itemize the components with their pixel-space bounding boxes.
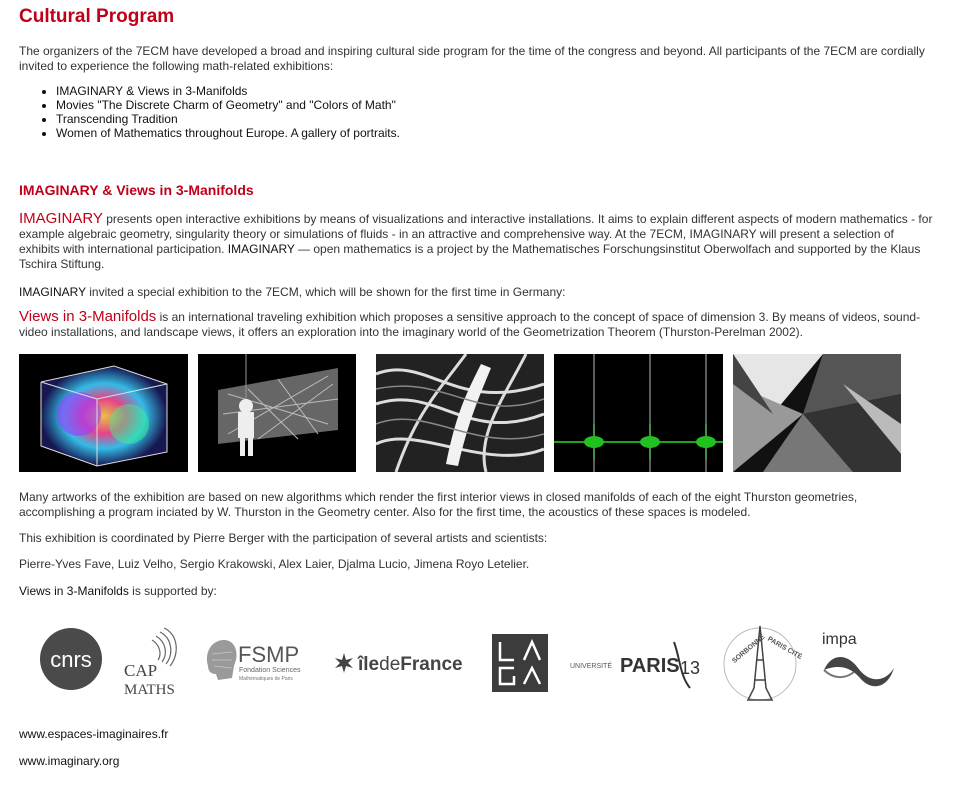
views-paragraph: [19, 309, 934, 340]
artwork-image-cube[interactable]: [19, 354, 188, 472]
paris13-university-text: UNIVERSITÉ: [570, 663, 613, 670]
fsmp-logo-text: FSMP: [238, 642, 300, 667]
list-item-text: and: [282, 98, 310, 112]
ile-de-france-logo[interactable]: [332, 618, 476, 708]
paragraph-text: invited a special exhibition to the 7ECM, which will be shown for the first time in Germany:: [85, 285, 566, 299]
paris13-logo[interactable]: [568, 618, 704, 708]
list-item: [56, 84, 400, 98]
section-title: IMAGINARY & Views in 3-Manifolds: [19, 182, 254, 198]
svg-text:îledeFrance: [357, 654, 463, 675]
invite-paragraph: [19, 285, 934, 300]
list-item-text: IMAGINARY & Views in 3-Manifolds: [56, 84, 248, 98]
idf-text-de: de: [379, 654, 401, 675]
supported-paragraph: [19, 584, 934, 599]
spc-paris-cite-text: PARIS CITÉ: [766, 635, 802, 662]
laga-logo[interactable]: [490, 618, 550, 708]
fsmp-logo[interactable]: [202, 618, 314, 708]
artwork-image-shards[interactable]: [733, 354, 901, 472]
imaginary-name: IMAGINARY: [227, 242, 295, 256]
idf-text-france: France: [400, 654, 463, 675]
espaces-imaginaires-link[interactable]: www.espaces-imaginaires.fr: [19, 727, 169, 741]
imaginary-link[interactable]: IMAGINARY: [19, 210, 103, 227]
paragraph-text: is an international traveling exhibition which proposes a sensitive approach to the concept of space of dimension 3. By means of videos, sound-video installations, and landscape views, it offers an exploration into the imaginary world of the Geometrization Theorem (Thurston-Perelman 2002).: [19, 310, 921, 339]
cap-maths-logo[interactable]: [120, 618, 186, 708]
impa-logo[interactable]: [818, 618, 900, 708]
list-item: [56, 112, 400, 126]
list-item-text: Movies: [56, 98, 98, 112]
page-title: Cultural Program: [19, 6, 175, 27]
paris13-number-text: 13: [680, 658, 701, 678]
intro-paragraph: The organizers of the 7ECM have developed a broad and inspiring cultural side program for the time of the congress and beyond. All participants of the 7ECM are cordially invited to experience the following math-related exhibitions:: [19, 44, 925, 73]
fsmp-logo-subtitle-2: Mathématiques de Paris: [239, 676, 293, 682]
cap-maths-text-1: CAP: [124, 661, 158, 680]
sorbonne-paris-cite-logo[interactable]: [718, 618, 802, 708]
imaginary-paragraph: [19, 211, 934, 272]
coordination-paragraph: This exhibition is coordinated by Pierre Berger with the participation of several artists and scientists:: [19, 531, 548, 545]
views-name: Views in 3-Manifolds: [19, 584, 129, 598]
cnrs-logo[interactable]: [36, 618, 106, 708]
list-item: [56, 98, 400, 112]
artwork-image-spectrum[interactable]: [554, 354, 723, 472]
exhibition-list: [19, 84, 400, 140]
paragraph-text: presents open interactive exhibitions by means of visualizations and interactive installations. It aims to explain different aspects of modern mathematics - for example algebraic geometry, singularity theory or simulations of fluids - in an attractive and comprehensive way. At the 7ECM, IMAGINARY will present a selection of exhibits with international participation.: [19, 212, 933, 256]
cap-maths-text-2: MATHS: [124, 682, 175, 698]
artworks-paragraph: Many artworks of the exhibition are based on new algorithms which render the first interior views in closed manifolds of each of the eight Thurston geometries, accomplishing a program inciated by W. Thurston in the Geometry center. Also for the first time, the acoustics of these spaces is modeled.: [19, 490, 858, 519]
fsmp-logo-subtitle-1: Fondation Sciences: [239, 667, 301, 674]
idf-text-ile: île: [358, 654, 380, 675]
movie-title-colors-of-math: "Colors of Math": [309, 98, 396, 112]
list-item-text: Women of Mathematics throughout Europe. A gallery of portraits.: [56, 126, 400, 140]
paragraph-text: is supported by:: [128, 584, 217, 598]
artists-paragraph: Pierre-Yves Fave, Luiz Velho, Sergio Krakowski, Alex Laier, Djalma Lucio, Jimena Royo Letelier.: [19, 557, 530, 571]
artwork-image-installation[interactable]: [198, 354, 356, 472]
impa-logo-text: impa: [822, 631, 857, 648]
views-link[interactable]: Views in 3-Manifolds: [19, 308, 157, 325]
imaginary-org-link[interactable]: www.imaginary.org: [19, 754, 120, 768]
cnrs-logo-text: cnrs: [50, 647, 92, 672]
paragraph-text: — open mathematics is a project by the Mathematisches Forschungsinstitut Oberwolfach and supported by the Klaus Tschira Stiftung.: [19, 242, 921, 271]
artwork-image-swirl[interactable]: [376, 354, 544, 472]
paris13-paris-text: PARIS: [620, 655, 680, 677]
list-item-text: Transcending Tradition: [56, 112, 178, 126]
spc-sorbonne-text: SORBONNE: [731, 633, 767, 665]
list-item: [56, 126, 400, 140]
movie-title-discrete-charm: "The Discrete Charm of Geometry": [97, 98, 283, 112]
imaginary-name: IMAGINARY: [19, 285, 86, 299]
